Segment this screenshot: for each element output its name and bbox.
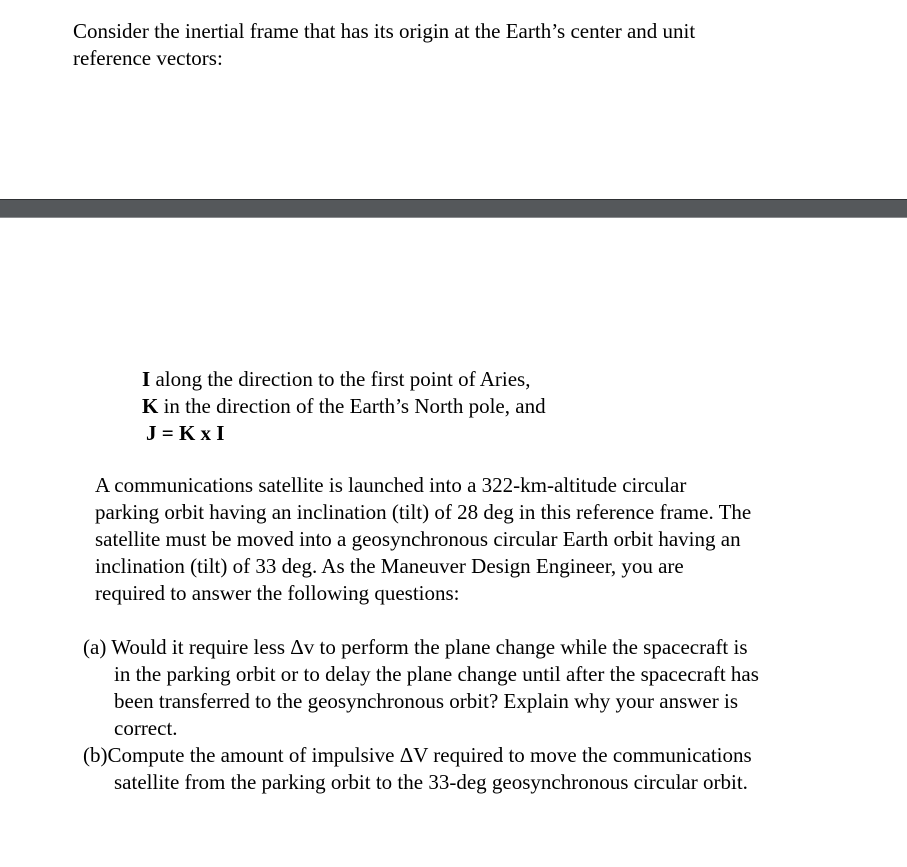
intro-line: reference vectors: [73, 46, 223, 70]
vector-j-line [142, 420, 546, 447]
vector-definitions [142, 366, 546, 447]
question-b-text: Compute the amount of impulsive ΔV required to move the communications [107, 743, 752, 767]
page-separator [0, 199, 907, 218]
vector-j-equation: J = K x I [146, 421, 225, 445]
question-a [83, 634, 759, 742]
vector-i-text: along the direction to the first point of Aries, [150, 367, 531, 391]
question-a-label: (a) [83, 635, 107, 659]
question-a-line: in the parking orbit or to delay the plane change until after the spacecraft has [114, 662, 759, 686]
problem-line: inclination (tilt) of 33 deg. As the Maneuver Design Engineer, you are [95, 554, 684, 578]
question-a-line [83, 634, 759, 661]
question-a-line: correct. [114, 716, 178, 740]
question-b-line [83, 742, 752, 769]
problem-line: A communications satellite is launched into a 322-km-altitude circular [95, 473, 687, 497]
problem-line: parking orbit having an inclination (tilt) of 28 deg in this reference frame. The [95, 500, 752, 524]
question-b-line: satellite from the parking orbit to the 33-deg geosynchronous circular orbit. [114, 770, 748, 794]
problem-line: satellite must be moved into a geosynchronous circular Earth orbit having an [95, 527, 741, 551]
problem-line: required to answer the following questions: [95, 581, 460, 605]
vector-i-line [142, 366, 546, 393]
question-a-line: been transferred to the geosynchronous orbit? Explain why your answer is [114, 689, 738, 713]
question-a-text: Would it require less Δv to perform the plane change while the spacecraft is [111, 635, 748, 659]
vector-i-symbol: I [142, 367, 151, 391]
vector-k-line [142, 393, 546, 420]
question-b [83, 742, 752, 796]
problem-statement [95, 472, 751, 607]
question-b-label: (b) [83, 743, 108, 767]
vector-k-text: in the direction of the Earth’s North pole, and [158, 394, 546, 418]
intro-paragraph [73, 18, 695, 72]
intro-line: Consider the inertial frame that has its origin at the Earth’s center and unit [73, 19, 696, 43]
vector-k-symbol: K [142, 394, 159, 418]
